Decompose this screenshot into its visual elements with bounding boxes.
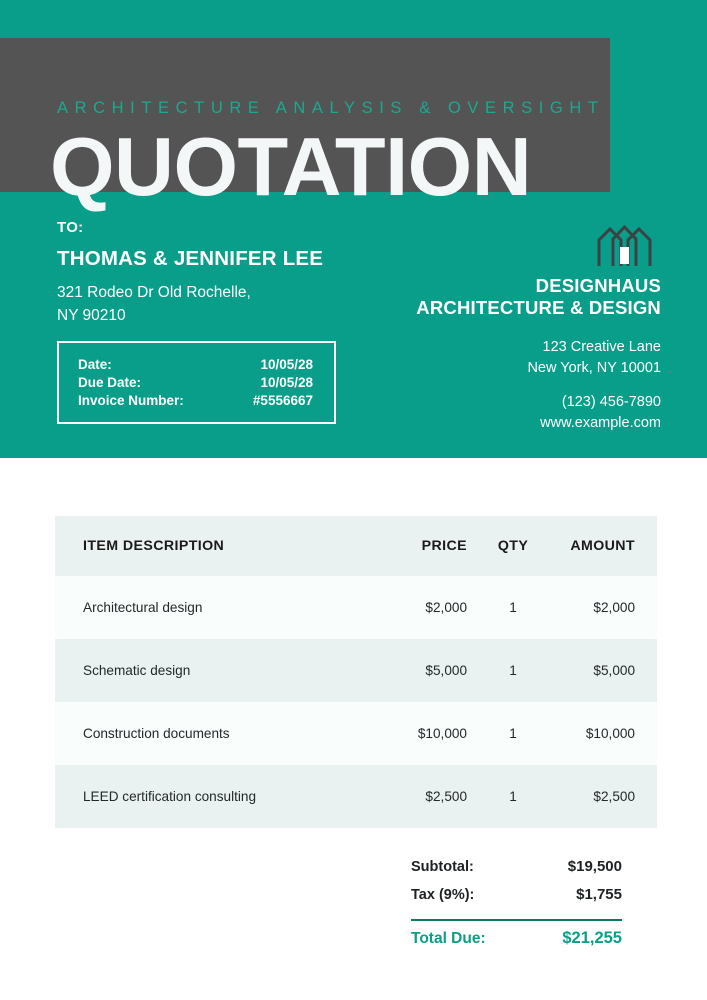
company-name-line-1: DESIGNHAUS bbox=[535, 275, 661, 296]
table-row bbox=[55, 639, 657, 702]
date-label: Date: bbox=[78, 357, 112, 372]
recipient-name: THOMAS & JENNIFER LEE bbox=[57, 247, 324, 270]
company-address-line-1: 123 Creative Lane bbox=[542, 339, 661, 355]
company-address bbox=[527, 337, 661, 379]
cell-description: LEED certification consulting bbox=[83, 789, 257, 804]
subtotal-line bbox=[411, 858, 622, 886]
cell-qty: 1 bbox=[509, 663, 517, 678]
date-value: 10/05/28 bbox=[260, 357, 313, 372]
cell-price: $2,500 bbox=[425, 789, 467, 804]
company-contact bbox=[540, 392, 661, 434]
company-name bbox=[416, 275, 661, 319]
title-banner bbox=[0, 38, 610, 213]
company-website[interactable]: www.example.com bbox=[540, 415, 661, 431]
tax-value: $1,755 bbox=[576, 886, 622, 903]
company-address-line-2: New York, NY 10001 bbox=[527, 360, 661, 376]
recipient-address-line-1: 321 Rodeo Dr Old Rochelle, bbox=[57, 284, 251, 301]
cell-amount: $10,000 bbox=[585, 726, 635, 741]
page-title: QUOTATION bbox=[50, 120, 532, 213]
table-row bbox=[55, 765, 657, 828]
company-phone: (123) 456-7890 bbox=[561, 394, 661, 410]
recipient-address-line-2: NY 90210 bbox=[57, 307, 126, 324]
column-header-description: ITEM DESCRIPTION bbox=[83, 538, 225, 554]
tax-line bbox=[411, 886, 622, 914]
totals-divider bbox=[411, 919, 622, 921]
company-name-line-2: ARCHITECTURE & DESIGN bbox=[416, 297, 661, 318]
recipient-address bbox=[57, 281, 251, 327]
cell-price: $10,000 bbox=[417, 726, 467, 741]
cell-price: $5,000 bbox=[425, 663, 467, 678]
cell-qty: 1 bbox=[509, 789, 517, 804]
table-header-row bbox=[55, 516, 657, 576]
total-due-label: Total Due: bbox=[411, 930, 486, 947]
cell-amount: $2,500 bbox=[593, 789, 635, 804]
total-due-line bbox=[411, 929, 622, 957]
recipient-label: TO: bbox=[57, 219, 84, 236]
column-header-price: PRICE bbox=[421, 538, 467, 554]
table-row bbox=[55, 702, 657, 765]
cell-description: Architectural design bbox=[83, 600, 203, 615]
items-table bbox=[55, 516, 657, 828]
tax-label: Tax (9%): bbox=[411, 887, 475, 903]
cell-qty: 1 bbox=[509, 726, 517, 741]
cell-description: Construction documents bbox=[83, 726, 230, 741]
cell-price: $2,000 bbox=[425, 600, 467, 615]
invoice-meta-grid bbox=[78, 357, 313, 408]
cell-description: Schematic design bbox=[83, 663, 191, 678]
column-header-qty: QTY bbox=[497, 538, 529, 554]
total-due-value: $21,255 bbox=[562, 929, 622, 947]
header-subtitle: ARCHITECTURE ANALYSIS & OVERSIGHT bbox=[57, 99, 605, 117]
cell-qty: 1 bbox=[509, 600, 517, 615]
invoice-number-value: #5556667 bbox=[252, 393, 313, 408]
subtotal-label: Subtotal: bbox=[411, 859, 474, 875]
house-trio-icon bbox=[596, 224, 653, 266]
totals-section bbox=[411, 858, 622, 957]
invoice-meta-box bbox=[57, 341, 336, 424]
table-row bbox=[55, 576, 657, 639]
due-date-value: 10/05/28 bbox=[260, 375, 313, 390]
cell-amount: $5,000 bbox=[593, 663, 635, 678]
invoice-number-label: Invoice Number: bbox=[78, 393, 184, 408]
column-header-amount: AMOUNT bbox=[570, 538, 635, 554]
subtotal-value: $19,500 bbox=[567, 858, 622, 875]
cell-amount: $2,000 bbox=[593, 600, 635, 615]
due-date-label: Due Date: bbox=[78, 375, 142, 390]
